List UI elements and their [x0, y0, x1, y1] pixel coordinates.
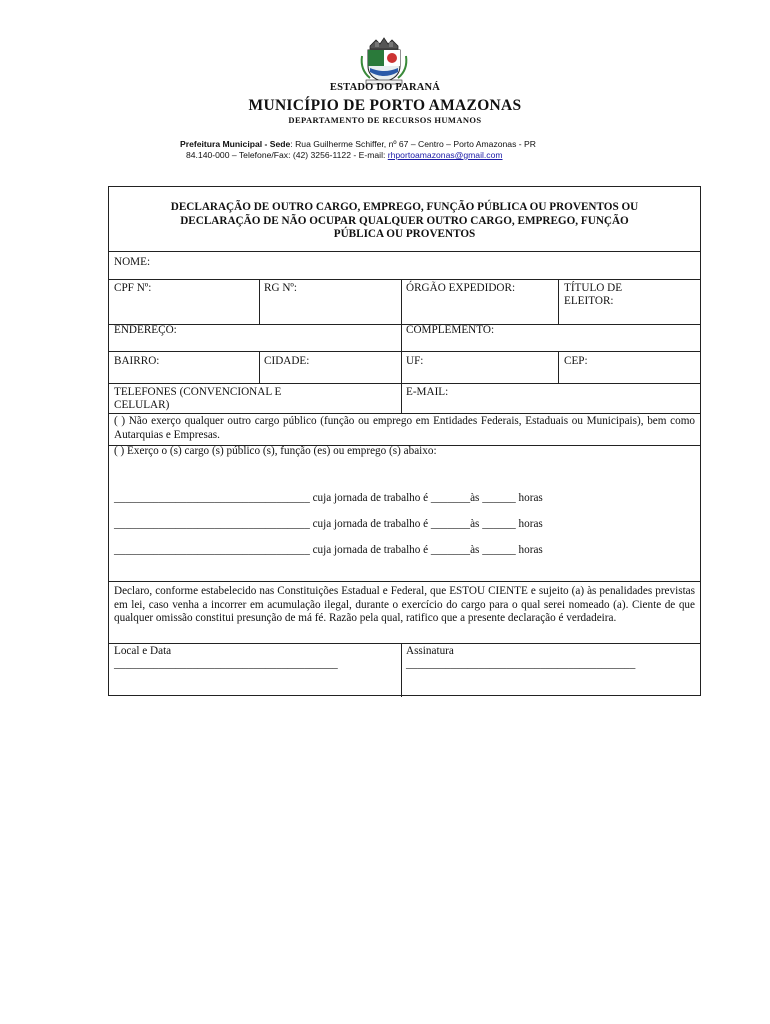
local-data-line[interactable]: ________________________________________ — [114, 658, 338, 670]
municipality-heading: MUNICÍPIO DE PORTO AMAZONAS — [248, 97, 522, 114]
col-divider — [259, 351, 260, 383]
telefones-line: CELULAR) — [114, 399, 170, 411]
work-hours-line[interactable]: ___________________________________ cuja jornada de trabalho é _______às ______ horas — [114, 492, 543, 504]
nome-label[interactable]: NOME: — [114, 256, 151, 268]
department-heading: DEPARTAMENTO DE RECURSOS HUMANOS — [288, 115, 482, 125]
telefones-line: TELEFONES (CONVENCIONAL E — [114, 386, 282, 398]
col-divider — [401, 643, 402, 697]
work-hours-line[interactable]: ___________________________________ cuja jornada de trabalho é _______às ______ horas — [114, 544, 543, 556]
endereco-label[interactable]: ENDEREÇO: — [114, 324, 177, 336]
col-divider — [558, 279, 559, 324]
rg-label[interactable]: RG Nº: — [264, 282, 297, 294]
form-title-line: DECLARAÇÃO DE OUTRO CARGO, EMPREGO, FUNÇÃO PÚBLICA OU PROVENTOS OU — [170, 201, 639, 213]
assinatura-line[interactable]: _________________________________________ — [406, 658, 636, 670]
work-hours-line[interactable]: ___________________________________ cuja jornada de trabalho é _______às ______ horas — [114, 518, 543, 530]
form-title-line: PÚBLICA OU PROVENTOS — [333, 228, 476, 240]
option-exerco[interactable]: ( ) Exerço o (s) cargo (s) público (s), função (es) ou emprego (s) abaixo: — [114, 445, 437, 457]
address-contact: 84.140-000 – Telefone/Fax: (42) 3256-1122 - E-mail: — [186, 150, 388, 160]
local-data-label: Local e Data — [114, 645, 172, 657]
col-divider — [401, 383, 402, 413]
declaration-form — [108, 186, 701, 696]
row-divider — [109, 251, 700, 252]
complemento-label[interactable]: COMPLEMENTO: — [406, 324, 495, 336]
titulo-eleitor-label[interactable] — [564, 282, 622, 308]
email-link[interactable]: rhportoamazonas@gmail.com — [387, 150, 503, 160]
cep-label[interactable]: CEP: — [564, 355, 588, 367]
form-title — [113, 201, 696, 242]
row-divider — [109, 324, 700, 325]
declaration-text: Declaro, conforme estabelecido nas Constituições Estadual e Federal, que ESTOU CIENTE e sujeito (a) às penalidades previstas em lei, caso venha a incorrer em acumulação ilegal, durante o exercício do cargo para o qual serei nomeado (a). Ciente de que qualquer omissão constitui presunção de má fé. Razão pela qual, ratifico que a presente declaração é verdadeira. — [114, 585, 695, 624]
titulo-eleitor-line: TÍTULO DE — [564, 282, 623, 294]
address-block — [180, 139, 536, 161]
email-label[interactable]: E-MAIL: — [406, 386, 449, 398]
coat-of-arms-icon — [358, 36, 410, 86]
address-label: Prefeitura Municipal - Sede — [180, 139, 291, 149]
row-divider — [109, 383, 700, 384]
row-divider — [109, 279, 700, 280]
form-title-line: DECLARAÇÃO DE NÃO OCUPAR QUALQUER OUTRO CARGO, EMPREGO, FUNÇÃO — [180, 214, 629, 227]
titulo-eleitor-line: ELEITOR: — [564, 295, 614, 307]
option-nao-exerco[interactable]: ( ) Não exerço qualquer outro cargo público (função ou emprego em Entidades Federais, Estaduais ou Municipais), bem como Autarquias e Empresas. — [114, 415, 695, 441]
telefones-label[interactable] — [114, 386, 281, 412]
row-divider — [109, 581, 700, 582]
cidade-label[interactable]: CIDADE: — [264, 355, 310, 367]
address-text: : Rua Guilherme Schiffer, nº 67 – Centro – Porto Amazonas - PR — [290, 139, 536, 149]
row-divider — [109, 413, 700, 414]
col-divider — [401, 279, 402, 383]
assinatura-label: Assinatura — [406, 645, 454, 657]
bairro-label[interactable]: BAIRRO: — [114, 355, 160, 367]
cpf-label[interactable]: CPF Nº: — [114, 282, 152, 294]
row-divider — [109, 351, 700, 352]
col-divider — [558, 351, 559, 383]
state-heading: ESTADO DO PARANÁ — [329, 82, 441, 93]
col-divider — [259, 279, 260, 324]
uf-label[interactable]: UF: — [406, 355, 424, 367]
row-divider — [109, 643, 700, 644]
orgao-expedidor-label[interactable]: ÓRGÃO EXPEDIDOR: — [406, 282, 516, 294]
